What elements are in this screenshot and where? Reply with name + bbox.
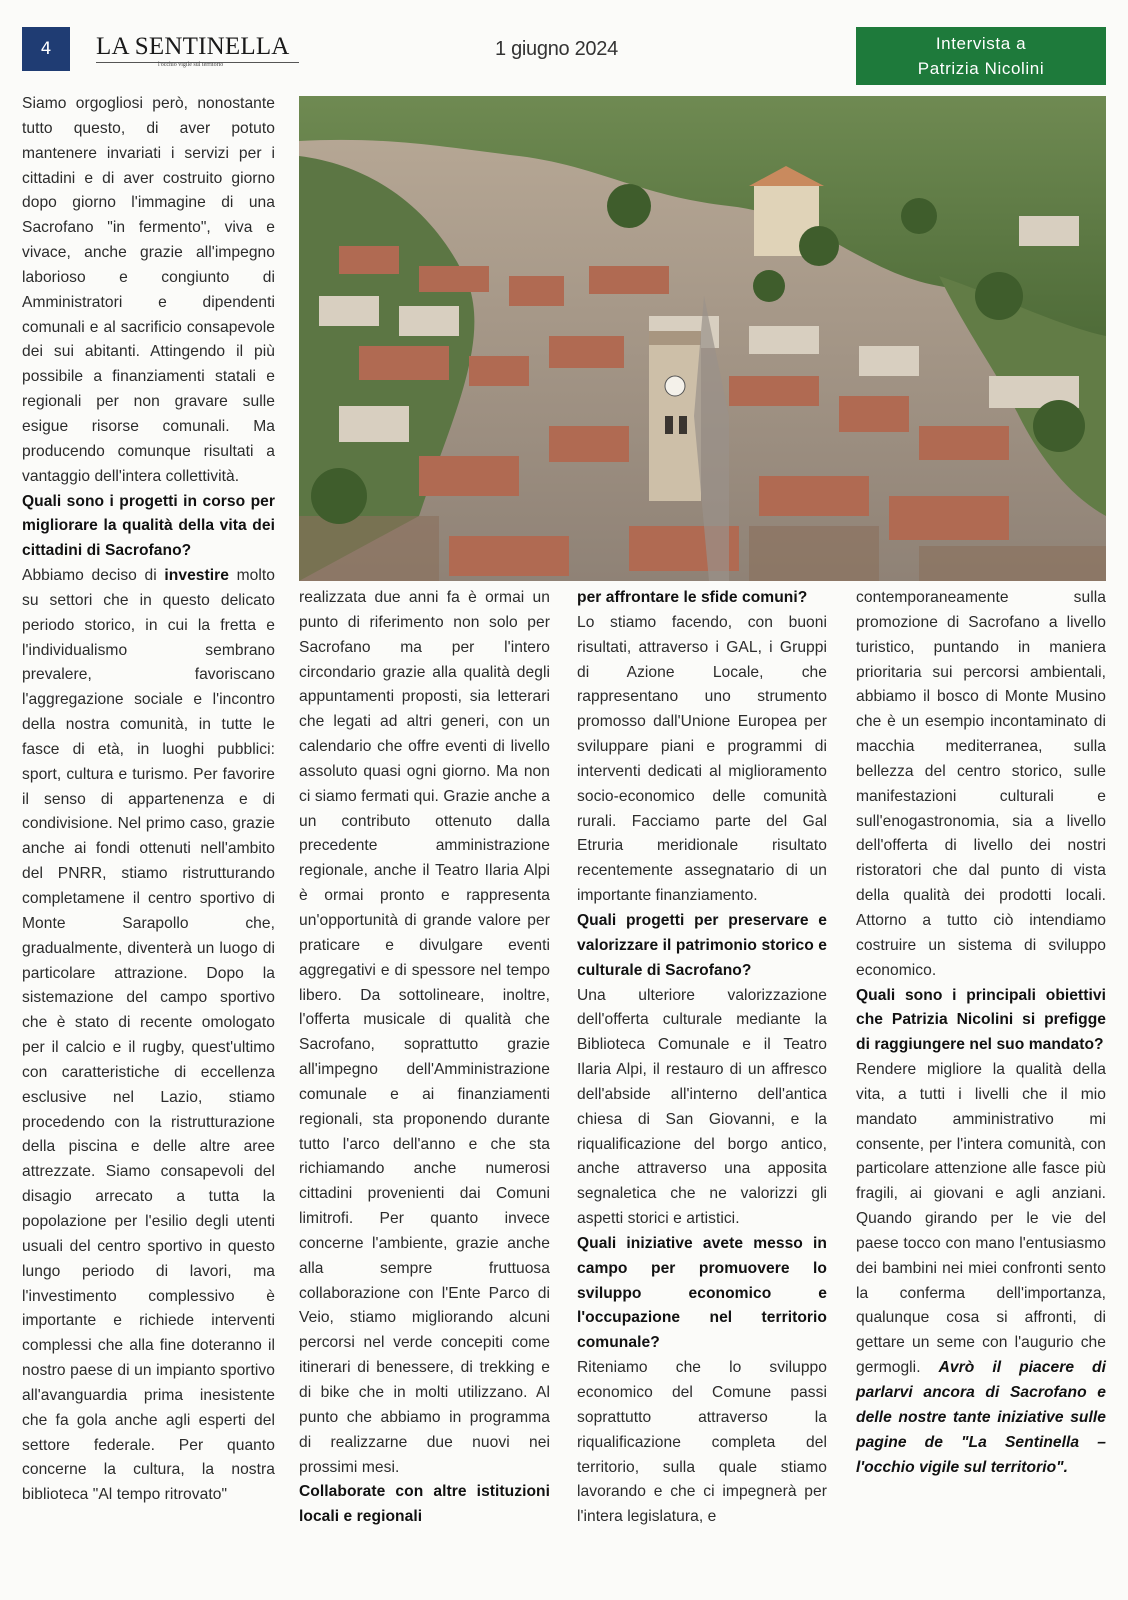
article-paragraph: contemporaneamente sulla promozione di Sacrofano a livello turistico, puntando in maniera prioritaria sui percorsi ambientali, abbiamo il bosco di Monte Musino che è un esempio incontaminato di macchia mediterranea, sulla bellezza del centro storico, sulle manifestazioni culturali e sull'enogastronomia, sia a livello dell'offerta di livello dei nostri ristoratori che dal punto di vista della qualità dei prodotti locali. Attorno a tutto ciò intendiamo costruire un sistema di sviluppo economico. bbox=[856, 589, 1106, 979]
question-heading: Quali sono i progetti in corso per migliorare la qualità della vita dei cittadini di Sacrofano? bbox=[22, 492, 275, 560]
article-paragraph: realizzata due anni fa è ormai un punto di riferimento non solo per Sacrofano ma per l'intero circondario grazie alla qualità degli appuntamenti proposti, sia letterari che legati ad altri generi, con un calendario che offre eventi di livello assoluto quasi ogni giorno. Ma non ci siamo fermati qui. Grazie anche a un contributo ottenuto dalla precedente amministrazione regionale, anche il Teatro Ilaria Alpi è ormai pronto e rappresenta un'opportunità di grande valore per praticare e divulgare eventi aggregativi e di spessore nel tempo libero. Da sottolineare, inoltre, l'offerta musicale di qualità che Sacrofano, soprattutto grazie all'impegno dell'Amministrazione comunale e ai finanziamenti regionali, sta proponendo durante tutto l'arco dell'anno e che sta richiamando anche numerosi cittadini provenienti dai Comuni limitrofi. Per quanto invece concerne l'ambiente, grazie anche alla sempre fruttuosa collaborazione con l'Ente Parco di Veio, stiamo migliorando alcuni percorsi nel verde concepiti come itinerari di benessere, di trekking e di bike che in molti utilizzano. Al punto che abbiamo in programma di realizzarne due nuovi nei prossimi mesi. bbox=[299, 589, 550, 1476]
masthead-tagline: l'occhio vigile sul territorio bbox=[158, 62, 224, 68]
closing-remark: Avrò il piacere di parlarvi ancora di Sacrofano e delle nostre tante iniziative sulle pagine de "La Sentinella – l'occhio vigile sul territorio". bbox=[856, 1359, 1106, 1476]
article-emphasis: investire bbox=[164, 567, 229, 585]
masthead-logo: LA SENTINELLA bbox=[96, 33, 290, 60]
article-paragraph: molto su settori che in questo delicato periodo storico, in cui la fretta e l'individualismo sembrano prevalere, favoriscano l'aggregazione sociale e l'incontro della nostra comunità, in tutte le fasce di età, in luoghi pubblici: sport, cultura e turismo. Per favorire il senso di appartenenza e di condivisione. Nel primo caso, grazie anche ai fondi ottenuti nell'ambito del PNRR, stiamo ristrutturando completamene il centro sportivo di Monte Sarapollo che, gradualmente, diventerà un luogo di particolare attrazione. Dopo la sistemazione del campo sportivo che è stato di recente omologato per il calcio e il rugby, quest'ultimo con caratteristiche di eccellenza esclusive nel Lazio, stiamo procedendo con la ristrutturazione della piscina e delle altre aree attrezzate. Siamo consapevoli del disagio arrecato a tutta la popolazione per l'esilio degli utenti usuali del centro sportivo in questo lungo periodo di lavori, ma l'investimento complessivo è importante e richiede interventi complessi che alla fine doteranno il nostro paese di un impianto sportivo all'avanguardia prima inesistente che fa gola anche agli esperti del settore federale. Per quanto concerne la cultura, la nostra biblioteca "Al tempo ritrovato" bbox=[22, 567, 276, 1504]
question-heading: Collaborate con altre istituzioni locali e regionali bbox=[299, 1483, 550, 1526]
question-heading: Quali iniziative avete messo in campo per promuovere lo sviluppo economico e l'occupazione nel territorio comunale? bbox=[577, 1234, 827, 1352]
article-paragraph: Riteniamo che lo sviluppo economico del Comune passi soprattutto attraverso la riqualificazione completa del territorio, sulla quale stiamo lavorando e che ci impegnerà per l'intera legislatura, e bbox=[577, 1359, 827, 1526]
section-label bbox=[856, 27, 1106, 85]
article-paragraph: Lo stiamo facendo, con buoni risultati, attraverso i GAL, i Gruppi di Azione Locale, che rappresentano uno strumento promosso dall'Unione Europea per sviluppare piani e programmi di interventi dedicati al miglioramento socio-economico delle comunità rurali. Facciamo parte del Gal Etruria meridionale risultato recentemente assegnatario di un importante finanziamento. bbox=[577, 613, 827, 905]
section-label-line2: Patrizia Nicolini bbox=[917, 59, 1045, 78]
question-heading: Quali progetti per preservare e valorizzare il patrimonio storico e culturale di Sacrofano? bbox=[577, 911, 827, 979]
aerial-town-photo bbox=[299, 96, 1106, 581]
article-paragraph: Abbiamo deciso di bbox=[22, 567, 165, 585]
article-paragraph: Siamo orgogliosi però, nonostante tutto questo, di aver potuto mantenere invariati i servizi per i cittadini e di aver costruito giorno dopo giorno l'immagine di una Sacrofano "in fermento", viva e vivace, anche grazie all'impegno laborioso e congiunto di Amministratori e dipendenti comunali e al sacrificio consapevole dei sui abitanti. Attingendo il più possibile a finanziamenti statali e regionali per non gravare sulle esigue risorse comunali. Ma producendo comunque risultati a vantaggio dell'intera collettività. bbox=[22, 95, 275, 485]
question-heading: Quali sono i principali obiettivi che Patrizia Nicolini si prefigge di raggiungere nel suo mandato? bbox=[856, 986, 1106, 1054]
article-paragraph: Rendere migliore la qualità della vita, a tutti i livelli che il mio mandato amministrativo mi consente, per l'intera comunità, con particolare attenzione alle fasce più fragili, ai giovani e agli anziani. Quando girando per le vie del paese tocco con mano l'entusiasmo dei bambini nei miei confronti sento la conferma dell'importanza, qualunque cosa si affronti, di gettare un seme con l'augurio che germogli. bbox=[856, 1061, 1106, 1377]
article-paragraph: Una ulteriore valorizzazione dell'offerta culturale mediante la Biblioteca Comunale e il Teatro Ilaria Alpi, il restauro di un affresco dell'abside all'interno dell'antica chiesa di San Giovanni, e la riqualificazione del borgo antico, anche attraverso una apposita segnaletica che ne valorizzi gli aspetti storici e artistici. bbox=[577, 986, 827, 1228]
page-number: 4 bbox=[22, 27, 70, 71]
question-heading: per affrontare le sfide comuni? bbox=[577, 589, 808, 606]
article-column-4 bbox=[856, 586, 1106, 1480]
article-column-1 bbox=[22, 92, 275, 1508]
article-column-2 bbox=[299, 586, 550, 1530]
aerial-town-photo-icon bbox=[299, 96, 1106, 581]
article-column-3 bbox=[577, 586, 827, 1530]
section-label-line1: Intervista a bbox=[935, 34, 1027, 53]
issue-date: 1 giugno 2024 bbox=[495, 38, 618, 60]
